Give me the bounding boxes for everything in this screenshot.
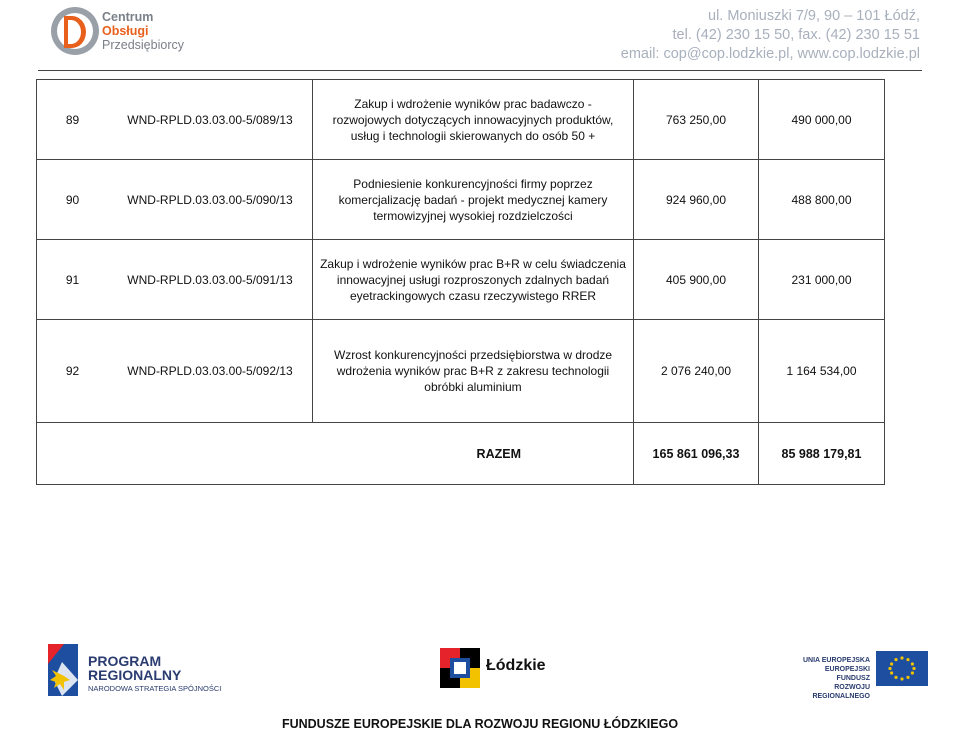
row-description: Zakup i wdrożenie wyników prac badawczo - rozwojowych dotyczących innowacyjnych produktów, usług i technologii skierowanych do osób 50 + xyxy=(313,80,634,160)
logo-line-3: Przedsiębiorcy xyxy=(102,38,184,52)
eu-flag-icon xyxy=(876,651,928,686)
row-code: WND-RPLD.03.03.00-5/091/13 xyxy=(108,240,313,320)
table-row xyxy=(37,160,885,240)
program-line-2: REGIONALNY xyxy=(88,667,182,683)
projects-table xyxy=(36,79,885,485)
eu-line-1: UNIA EUROPEJSKA xyxy=(802,657,870,664)
total-value: 165 861 096,33 xyxy=(634,423,759,485)
row-grant: 1 164 534,00 xyxy=(759,320,885,423)
eu-line-2: EUROPEJSKI FUNDUSZ xyxy=(824,666,870,682)
row-description: Wzrost konkurencyjności przedsiębiorstwa w drodze wdrożenia wyników prac B+R z zakresu technologii obróbki aluminium xyxy=(313,320,634,423)
row-value: 405 900,00 xyxy=(634,240,759,320)
row-grant: 488 800,00 xyxy=(759,160,885,240)
row-value: 2 076 240,00 xyxy=(634,320,759,423)
contact-address: ul. Moniuszki 7/9, 90 – 101 Łódź, xyxy=(708,8,920,24)
row-number: 89 xyxy=(37,80,109,160)
row-grant: 231 000,00 xyxy=(759,240,885,320)
lodzkie-label: Łódzkie xyxy=(486,657,546,674)
total-row xyxy=(37,423,885,485)
eu-line-3: ROZWOJU REGIONALNEGO xyxy=(812,684,870,700)
contact-email: email: cop@cop.lodzkie.pl, www.cop.lodzkie.pl xyxy=(620,46,920,62)
header-divider xyxy=(38,70,922,71)
eu-text xyxy=(790,656,870,701)
total-label: RAZEM xyxy=(37,423,634,485)
logo-line-2: Obsługi xyxy=(102,24,149,38)
total-grant: 85 988 179,81 xyxy=(759,423,885,485)
footer-tagline: FUNDUSZE EUROPEJSKIE DLA ROZWOJU REGIONU ŁÓDZKIEGO xyxy=(281,717,679,731)
row-number: 90 xyxy=(37,160,109,240)
row-code: WND-RPLD.03.03.00-5/090/13 xyxy=(108,160,313,240)
row-code: WND-RPLD.03.03.00-5/092/13 xyxy=(108,320,313,423)
row-value: 763 250,00 xyxy=(634,80,759,160)
logo-text xyxy=(102,10,184,52)
table-row xyxy=(37,240,885,320)
logo-line-1: Centrum xyxy=(102,10,154,24)
row-number: 92 xyxy=(37,320,109,423)
program-line-1: PROGRAM xyxy=(88,653,162,669)
table-row xyxy=(37,320,885,423)
row-description: Podniesienie konkurencyjności firmy poprzez komercjalizację badań - projekt medycznej kamery termowizyjnej wysokiej rozdzielczości xyxy=(313,160,634,240)
program-text xyxy=(88,654,221,696)
lodzkie-logo-icon xyxy=(440,648,480,688)
contact-info xyxy=(621,7,920,64)
row-number: 91 xyxy=(37,240,109,320)
row-value: 924 960,00 xyxy=(634,160,759,240)
row-description: Zakup i wdrożenie wyników prac B+R w celu świadczenia innowacyjnej usługi rozproszonych zdalnych badań eyetrackingowych czasu rzeczywistego RRER xyxy=(313,240,634,320)
table-row xyxy=(37,80,885,160)
row-grant: 490 000,00 xyxy=(759,80,885,160)
program-line-3: NARODOWA STRATEGIA SPÓJNOŚCI xyxy=(88,684,222,693)
contact-phone: tel. (42) 230 15 50, fax. (42) 230 15 51 xyxy=(672,27,920,43)
row-code: WND-RPLD.03.03.00-5/089/13 xyxy=(108,80,313,160)
